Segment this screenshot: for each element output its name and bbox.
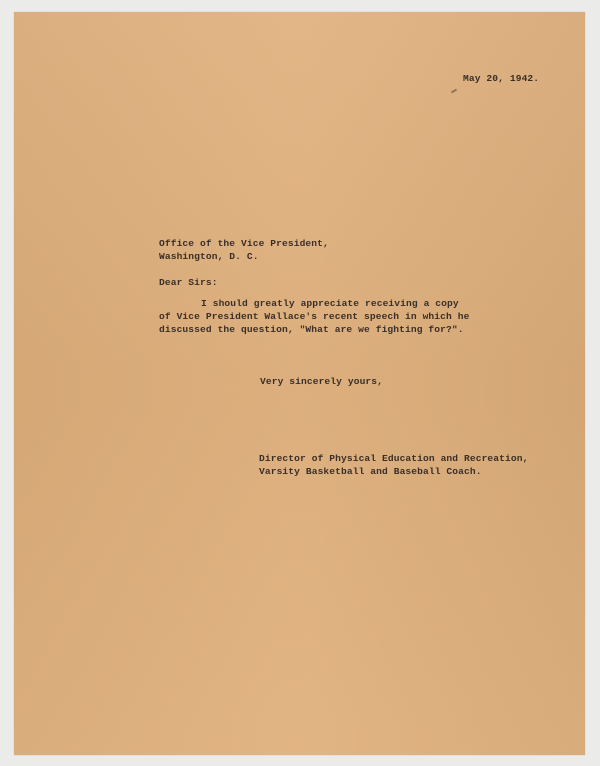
body-line-2: of Vice President Wallace's recent speech in which he [159,311,470,322]
signature-title-line-1: Director of Physical Education and Recreation, [259,453,529,464]
recipient-address-line-1: Office of the Vice President, [159,238,329,249]
recipient-address-line-2: Washington, D. C. [159,251,259,262]
letter-date: May 20, 1942. [463,73,540,84]
salutation: Dear Sirs: [159,277,218,288]
pencil-mark [451,89,457,94]
body-line-3: discussed the question, "What are we fighting for?". [159,324,464,335]
letter-page [14,12,585,755]
body-line-1: I should greatly appreciate receiving a copy [201,298,459,309]
signature-title-line-2: Varsity Basketball and Baseball Coach. [259,466,482,477]
complimentary-closing: Very sincerely yours, [260,376,384,387]
